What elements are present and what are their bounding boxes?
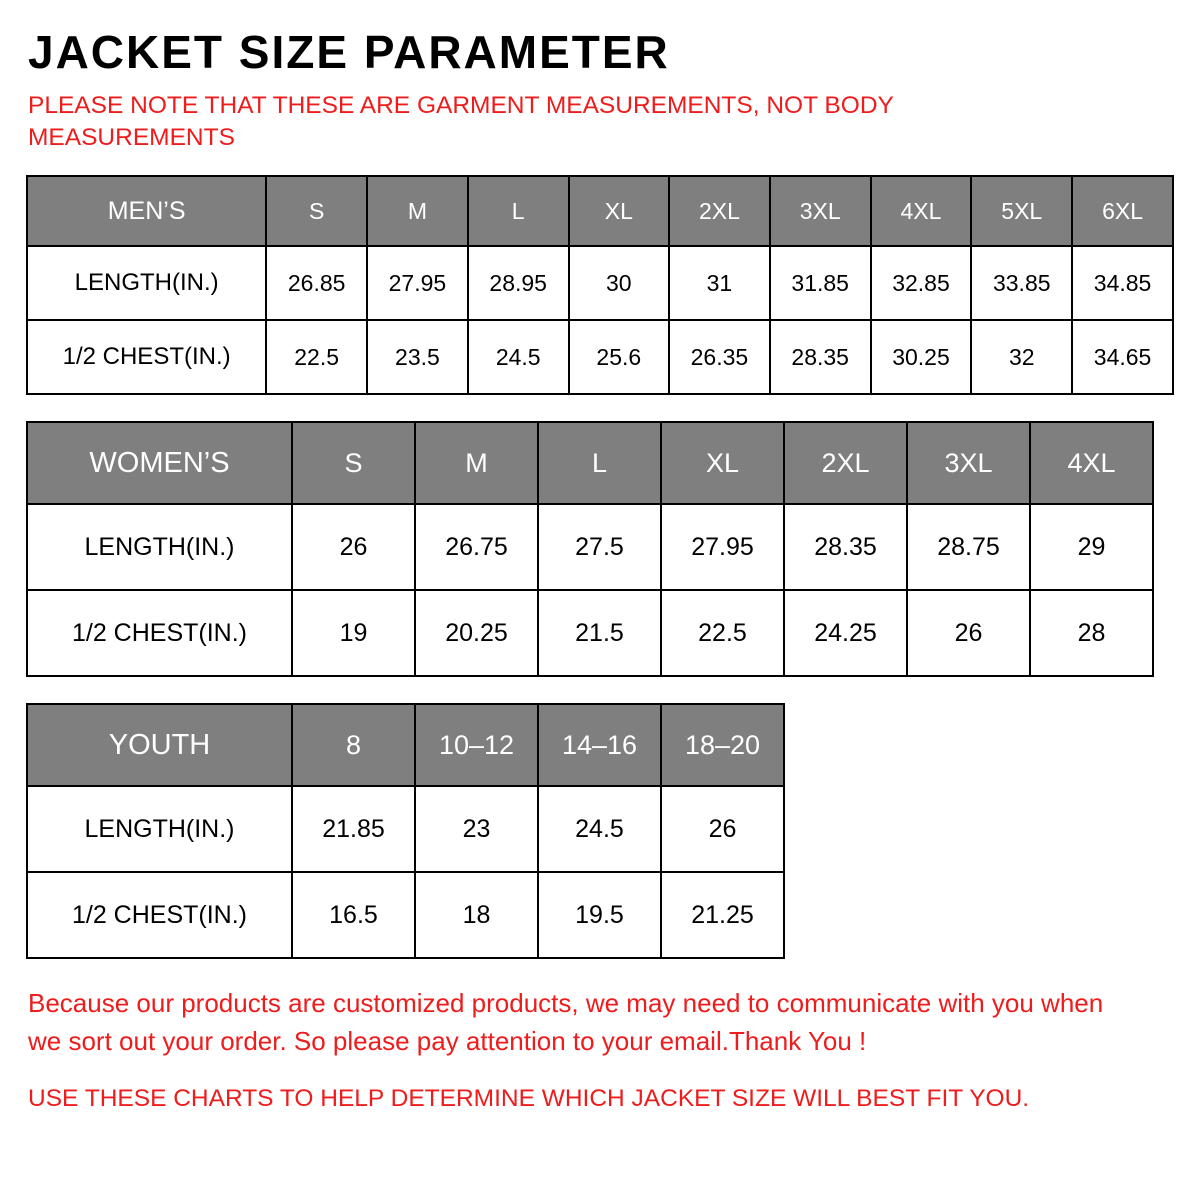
mens-length-label: LENGTH(IN.) xyxy=(27,246,266,320)
womens-size-xl: XL xyxy=(661,422,784,504)
mens-length-6xl: 34.85 xyxy=(1072,246,1173,320)
customization-note: Because our products are customized products, we may need to communicate with you when we sort out your order. So please pay attention to your email.Thank You ! xyxy=(28,988,1104,1056)
mens-chest-5xl: 32 xyxy=(971,320,1072,394)
youth-chest-10-12: 18 xyxy=(415,872,538,958)
womens-header-row xyxy=(27,422,1153,504)
table-row xyxy=(27,246,1173,320)
womens-size-s: S xyxy=(292,422,415,504)
youth-size-table xyxy=(26,703,785,959)
mens-chest-6xl: 34.65 xyxy=(1072,320,1173,394)
womens-size-table xyxy=(26,421,1154,677)
mens-chest-s: 22.5 xyxy=(266,320,367,394)
youth-size-8: 8 xyxy=(292,704,415,786)
womens-length-xl: 27.95 xyxy=(661,504,784,590)
page-title: JACKET SIZE PARAMETER xyxy=(28,26,670,78)
mens-size-l: L xyxy=(468,176,569,246)
mens-chest-3xl: 28.35 xyxy=(770,320,871,394)
table-row xyxy=(27,786,784,872)
youth-length-8: 21.85 xyxy=(292,786,415,872)
table-row xyxy=(27,504,1153,590)
mens-chest-xl: 25.6 xyxy=(569,320,669,394)
mens-size-6xl: 6XL xyxy=(1072,176,1173,246)
youth-chest-8: 16.5 xyxy=(292,872,415,958)
table-row xyxy=(27,872,784,958)
mens-length-l: 28.95 xyxy=(468,246,569,320)
mens-chest-label: 1/2 CHEST(IN.) xyxy=(27,320,266,394)
womens-length-4xl: 29 xyxy=(1030,504,1153,590)
mens-chest-l: 24.5 xyxy=(468,320,569,394)
womens-size-l: L xyxy=(538,422,661,504)
mens-length-s: 26.85 xyxy=(266,246,367,320)
youth-header-row xyxy=(27,704,784,786)
womens-chest-3xl: 26 xyxy=(907,590,1030,676)
table-row xyxy=(27,590,1153,676)
womens-length-label: LENGTH(IN.) xyxy=(27,504,292,590)
garment-measurement-note: PLEASE NOTE THAT THESE ARE GARMENT MEASUREMENTS, NOT BODY MEASUREMENTS xyxy=(28,92,894,151)
womens-size-3xl: 3XL xyxy=(907,422,1030,504)
youth-length-14-16: 24.5 xyxy=(538,786,661,872)
youth-length-label: LENGTH(IN.) xyxy=(27,786,292,872)
womens-chest-4xl: 28 xyxy=(1030,590,1153,676)
womens-chest-s: 19 xyxy=(292,590,415,676)
youth-size-10-12: 10–12 xyxy=(415,704,538,786)
chart-usage-note: USE THESE CHARTS TO HELP DETERMINE WHICH JACKET SIZE WILL BEST FIT YOU. xyxy=(28,1085,1030,1113)
youth-length-10-12: 23 xyxy=(415,786,538,872)
mens-size-table xyxy=(26,175,1174,395)
mens-chest-2xl: 26.35 xyxy=(669,320,770,394)
mens-chest-m: 23.5 xyxy=(367,320,468,394)
womens-size-m: M xyxy=(415,422,538,504)
mens-length-2xl: 31 xyxy=(669,246,770,320)
youth-size-14-16: 14–16 xyxy=(538,704,661,786)
womens-chest-xl: 22.5 xyxy=(661,590,784,676)
youth-length-18-20: 26 xyxy=(661,786,784,872)
womens-length-s: 26 xyxy=(292,504,415,590)
youth-table-label: YOUTH xyxy=(27,704,292,786)
mens-size-4xl: 4XL xyxy=(871,176,972,246)
mens-table-label: MEN’S xyxy=(27,176,266,246)
mens-size-xl: XL xyxy=(569,176,669,246)
womens-chest-m: 20.25 xyxy=(415,590,538,676)
mens-length-5xl: 33.85 xyxy=(971,246,1072,320)
mens-size-m: M xyxy=(367,176,468,246)
mens-length-4xl: 32.85 xyxy=(871,246,972,320)
womens-length-2xl: 28.35 xyxy=(784,504,907,590)
mens-size-2xl: 2XL xyxy=(669,176,770,246)
womens-size-4xl: 4XL xyxy=(1030,422,1153,504)
womens-chest-l: 21.5 xyxy=(538,590,661,676)
mens-length-3xl: 31.85 xyxy=(770,246,871,320)
mens-length-xl: 30 xyxy=(569,246,669,320)
womens-table-label: WOMEN’S xyxy=(27,422,292,504)
youth-chest-14-16: 19.5 xyxy=(538,872,661,958)
youth-chest-18-20: 21.25 xyxy=(661,872,784,958)
womens-size-2xl: 2XL xyxy=(784,422,907,504)
mens-size-5xl: 5XL xyxy=(971,176,1072,246)
mens-size-3xl: 3XL xyxy=(770,176,871,246)
youth-size-18-20: 18–20 xyxy=(661,704,784,786)
womens-length-l: 27.5 xyxy=(538,504,661,590)
mens-length-m: 27.95 xyxy=(367,246,468,320)
womens-chest-2xl: 24.25 xyxy=(784,590,907,676)
mens-size-s: S xyxy=(266,176,367,246)
youth-chest-label: 1/2 CHEST(IN.) xyxy=(27,872,292,958)
mens-chest-4xl: 30.25 xyxy=(871,320,972,394)
table-row xyxy=(27,320,1173,394)
womens-chest-label: 1/2 CHEST(IN.) xyxy=(27,590,292,676)
womens-length-m: 26.75 xyxy=(415,504,538,590)
womens-length-3xl: 28.75 xyxy=(907,504,1030,590)
mens-header-row xyxy=(27,176,1173,246)
